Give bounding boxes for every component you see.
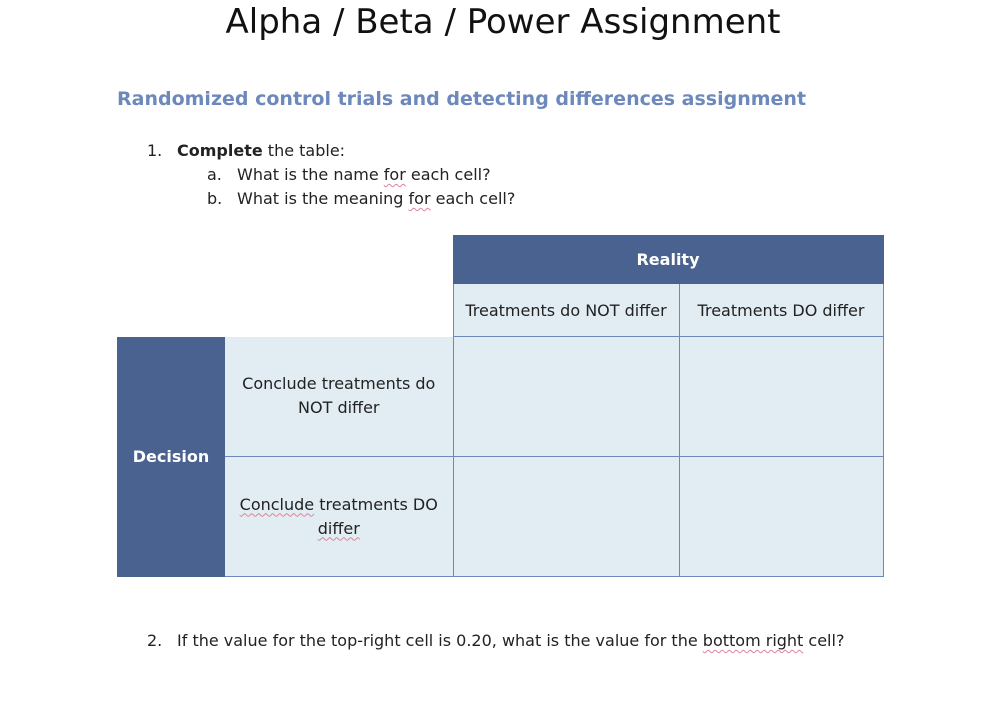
row-header-no-difference-label: Conclude treatments do NOT differ <box>242 374 436 418</box>
spellcheck-underline-word: for <box>408 189 431 208</box>
row-header-difference-mid: treatments DO <box>314 494 438 514</box>
question-1a <box>207 165 491 184</box>
question-1b-pre: What is the meaning <box>237 189 409 208</box>
question-2-text <box>177 631 844 650</box>
question-2-pre: If the value for the top-right cell is 0.20, what is the value for the <box>177 631 703 650</box>
question-1 <box>147 141 346 160</box>
assignment-subtitle: Randomized control trials and detecting differences assignment <box>117 88 807 110</box>
table-cell-top-right[interactable] <box>679 337 883 457</box>
page-title: Alpha / Beta / Power Assignment <box>225 2 781 42</box>
question-1b-letter: b. <box>207 189 223 208</box>
question-1a-post: each cell? <box>405 165 491 184</box>
table-cell-bottom-left[interactable] <box>453 457 679 577</box>
row-header-difference-label <box>225 493 453 541</box>
decision-reality-table <box>117 235 884 577</box>
question-1-bold: Complete <box>177 141 263 160</box>
row-header-no-difference <box>225 337 453 457</box>
column-header-no-difference: Treatments do NOT differ <box>453 284 679 337</box>
question-2-number: 2. <box>147 631 163 650</box>
question-2 <box>147 631 845 650</box>
question-1-number: 1. <box>147 141 163 160</box>
reality-header: Reality <box>453 236 883 284</box>
spellcheck-underline-word: for <box>383 165 406 184</box>
question-1b <box>207 189 516 208</box>
question-1a-pre: What is the name <box>237 165 384 184</box>
question-1b-post: each cell? <box>430 189 516 208</box>
spellcheck-underline-word: Conclude <box>239 494 315 514</box>
question-1-text <box>177 141 345 160</box>
question-2-post: cell? <box>803 631 845 650</box>
question-1b-text <box>237 189 515 208</box>
table-cell-bottom-right[interactable] <box>679 457 883 577</box>
spellcheck-underline-word: differ <box>317 518 360 538</box>
table-cell-top-left[interactable] <box>453 337 679 457</box>
question-1a-text <box>237 165 491 184</box>
spellcheck-underline-word: bottom right <box>702 631 804 650</box>
column-header-difference: Treatments DO differ <box>679 284 883 337</box>
row-header-difference <box>225 457 453 577</box>
decision-header: Decision <box>117 337 225 577</box>
question-1a-letter: a. <box>207 165 222 184</box>
question-1-rest: the table: <box>262 141 346 160</box>
table-corner-blank <box>117 236 453 337</box>
